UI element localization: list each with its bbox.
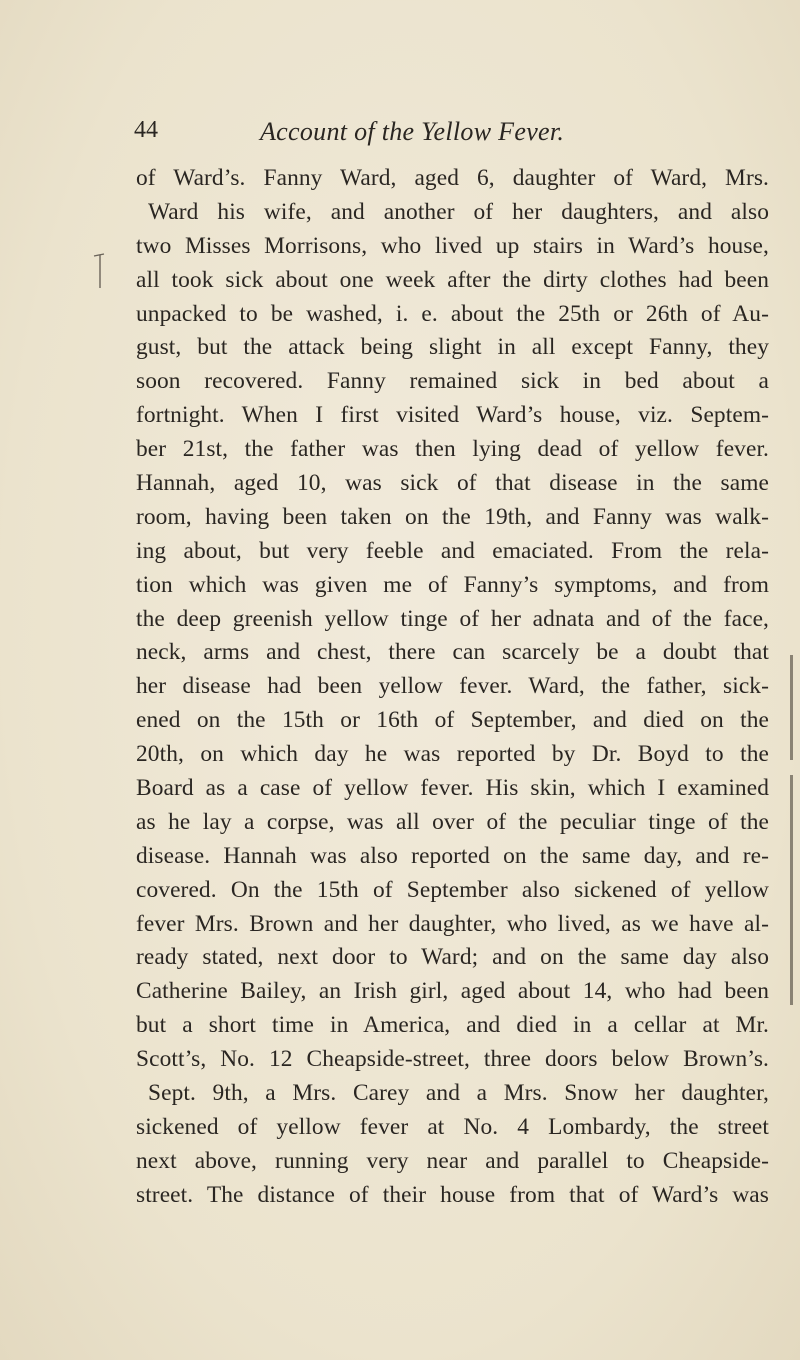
text-line: ing about, but very feeble and emaciated. From the rela-	[136, 537, 769, 564]
text-line: Sept. 9th, a Mrs. Carey and a Mrs. Snow her daughter,	[148, 1080, 769, 1107]
text-line: all took sick about one week after the dirty clothes had been	[136, 266, 769, 293]
text-line: but a short time in America, and died in a cellar at Mr.	[136, 1012, 769, 1039]
page-edge-mark	[790, 775, 793, 1005]
text-line: of Ward’s. Fanny Ward, aged 6, daughter of Ward, Mrs.	[136, 165, 769, 191]
text-line: street. The distance of their house from that of Ward’s was	[136, 1181, 769, 1208]
page-number: 44	[134, 117, 158, 143]
text-line: sickened of yellow fever at No. 4 Lombardy, the street	[136, 1113, 769, 1140]
text-line: Board as a case of yellow fever. His skin, which I examined	[136, 775, 769, 802]
text-line: fever Mrs. Brown and her daughter, who lived, as we have al-	[136, 910, 769, 937]
text-line: room, having been taken on the 19th, and Fanny was walk-	[136, 503, 769, 530]
running-head: Account of the Yellow Fever.	[260, 117, 565, 146]
text-line: next above, running very near and parallel to Cheapside-	[136, 1147, 769, 1174]
text-line: Scott’s, No. 12 Cheapside-street, three doors below Brown’s.	[136, 1046, 769, 1073]
margin-pencil-mark	[92, 252, 106, 290]
body-text	[136, 162, 769, 1213]
text-line: two Misses Morrisons, who lived up stairs in Ward’s house,	[136, 232, 769, 259]
text-line: ber 21st, the father was then lying dead of yellow fever.	[136, 436, 769, 463]
text-line: ened on the 15th or 16th of September, and died on the	[136, 707, 769, 734]
text-line: ready stated, next door to Ward; and on the same day also	[136, 944, 769, 971]
text-line: as he lay a corpse, was all over of the peculiar tinge of the	[136, 808, 769, 835]
text-line: gust, but the attack being slight in all except Fanny, they	[136, 334, 769, 361]
text-line: neck, arms and chest, there can scarcely be a doubt that	[136, 639, 769, 666]
text-line: tion which was given me of Fanny’s symptoms, and from	[136, 571, 769, 598]
text-line: Hannah, aged 10, was sick of that disease in the same	[136, 470, 769, 497]
text-line: covered. On the 15th of September also sickened of yellow	[136, 876, 769, 903]
text-line: her disease had been yellow fever. Ward, the father, sick-	[136, 673, 769, 700]
text-line: the deep greenish yellow tinge of her adnata and of the face,	[136, 605, 769, 632]
text-line: fortnight. When I first visited Ward’s house, viz. Septem-	[136, 402, 769, 429]
text-line: Ward his wife, and another of her daughters, and also	[148, 198, 769, 225]
text-line: Catherine Bailey, an Irish girl, aged about 14, who had been	[136, 978, 769, 1005]
text-line: 20th, on which day he was reported by Dr. Boyd to the	[136, 741, 769, 768]
text-line: soon recovered. Fanny remained sick in bed about a	[136, 368, 769, 395]
page-edge-mark	[790, 655, 793, 760]
page-header	[134, 117, 794, 151]
text-line: unpacked to be washed, i. e. about the 25th or 26th of Au-	[136, 300, 769, 327]
text-line: disease. Hannah was also reported on the same day, and re-	[136, 842, 769, 869]
